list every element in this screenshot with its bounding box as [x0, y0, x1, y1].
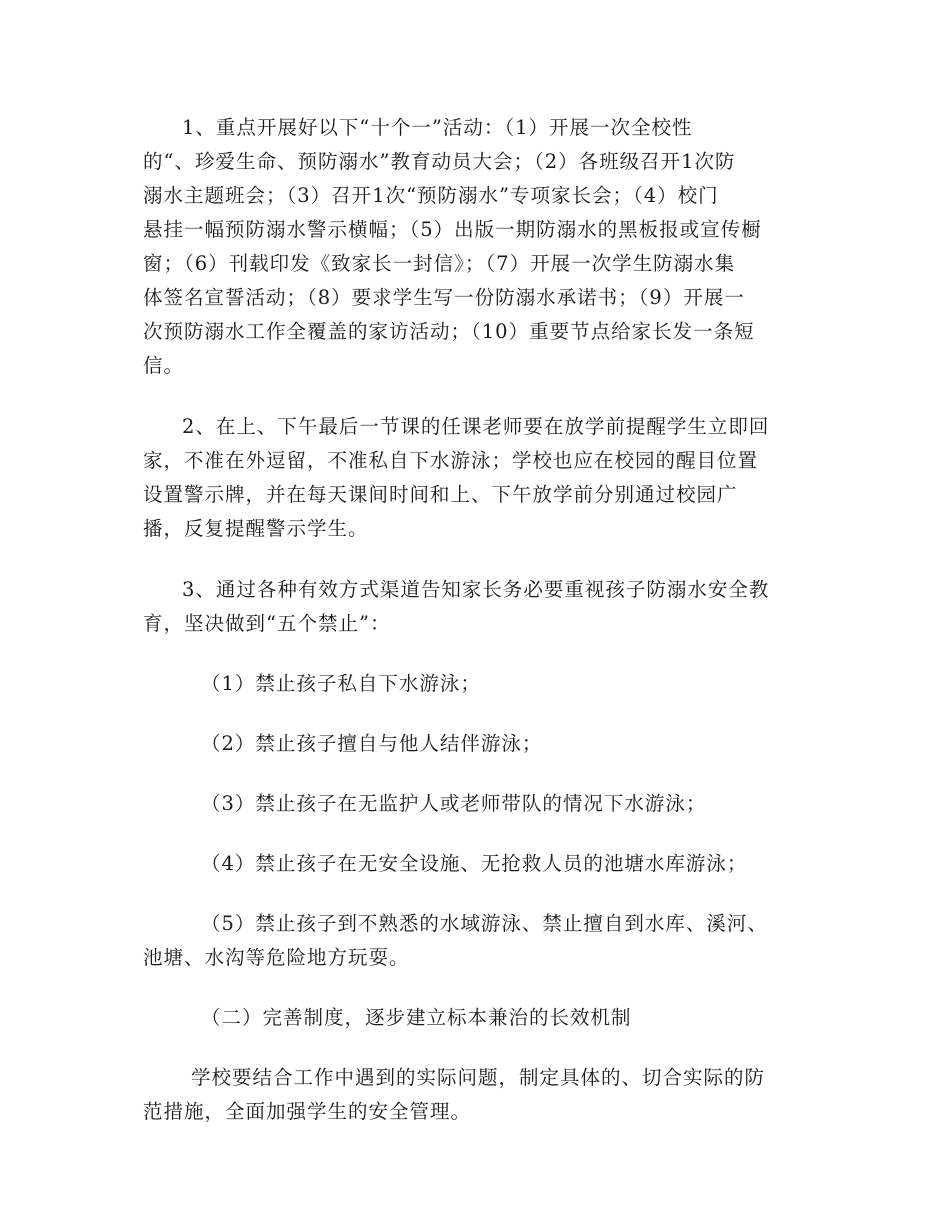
list-item: （1）禁止孩子私自下水游泳；: [201, 672, 481, 695]
text-line: 悬挂一幅预防溺水警示横幅；（5）出版一期防溺水的黑板报或宣传橱: [143, 218, 762, 241]
list-item: （3）禁止孩子在无监护人或老师带队的情况下水游泳；: [201, 792, 707, 815]
text-line: 播，反复提醒警示学生。: [143, 517, 369, 540]
text-line: 家，不准在外逗留，不准私自下水游泳；学校也应在校园的醒目位置: [143, 449, 759, 472]
text-line: 池塘、水沟等危险地方玩耍。: [143, 946, 410, 969]
text-line: 次预防溺水工作全覆盖的家访活动；（10）重要节点给家长发一条短: [143, 320, 755, 343]
list-item: （2）禁止孩子擅自与他人结伴游泳；: [201, 732, 543, 755]
text-line: 设置警示牌，并在每天课间时间和上、下午放学前分别通过校园广: [143, 483, 738, 506]
text-line: 2、在上、下午最后一节课的任课老师要在放学前提醒学生立即回: [182, 415, 770, 438]
text-line: 范措施，全面加强学生的安全管理。: [143, 1100, 472, 1123]
list-item: （5）禁止孩子到不熟悉的水域游泳、禁止擅自到水库、溪河、: [201, 912, 768, 935]
text-line: 学校要结合工作中遇到的实际问题，制定具体的、切合实际的防: [191, 1066, 766, 1089]
text-line: 信。: [143, 354, 185, 377]
text-line: 1、重点开展好以下“十个一”活动：（1）开展一次全校性: [182, 116, 693, 139]
text-line: 溺水主题班会；（3）召开1次“预防溺水”专项家长会；（4）校门: [143, 184, 719, 207]
text-line: 育，坚决做到“五个禁止”：: [143, 612, 391, 635]
text-line: 窗；（6）刊载印发《致家长一封信》；（7）开展一次学生防溺水集: [143, 252, 736, 275]
list-item: （4）禁止孩子在无安全设施、无抢救人员的池塘水库游泳；: [201, 852, 748, 875]
text-line: 3、通过各种有效方式渠道告知家长务必要重视孩子防溺水安全教: [182, 578, 770, 601]
text-line: 体签名宣誓活动；（8）要求学生写一份防溺水承诺书；（9）开展一: [143, 286, 745, 309]
text-line: 的“、珍爱生命、预防溺水”教育动员大会；（2）各班级召开1次防: [143, 150, 736, 173]
section-heading: （二）完善制度，逐步建立标本兼治的长效机制: [201, 1006, 632, 1029]
